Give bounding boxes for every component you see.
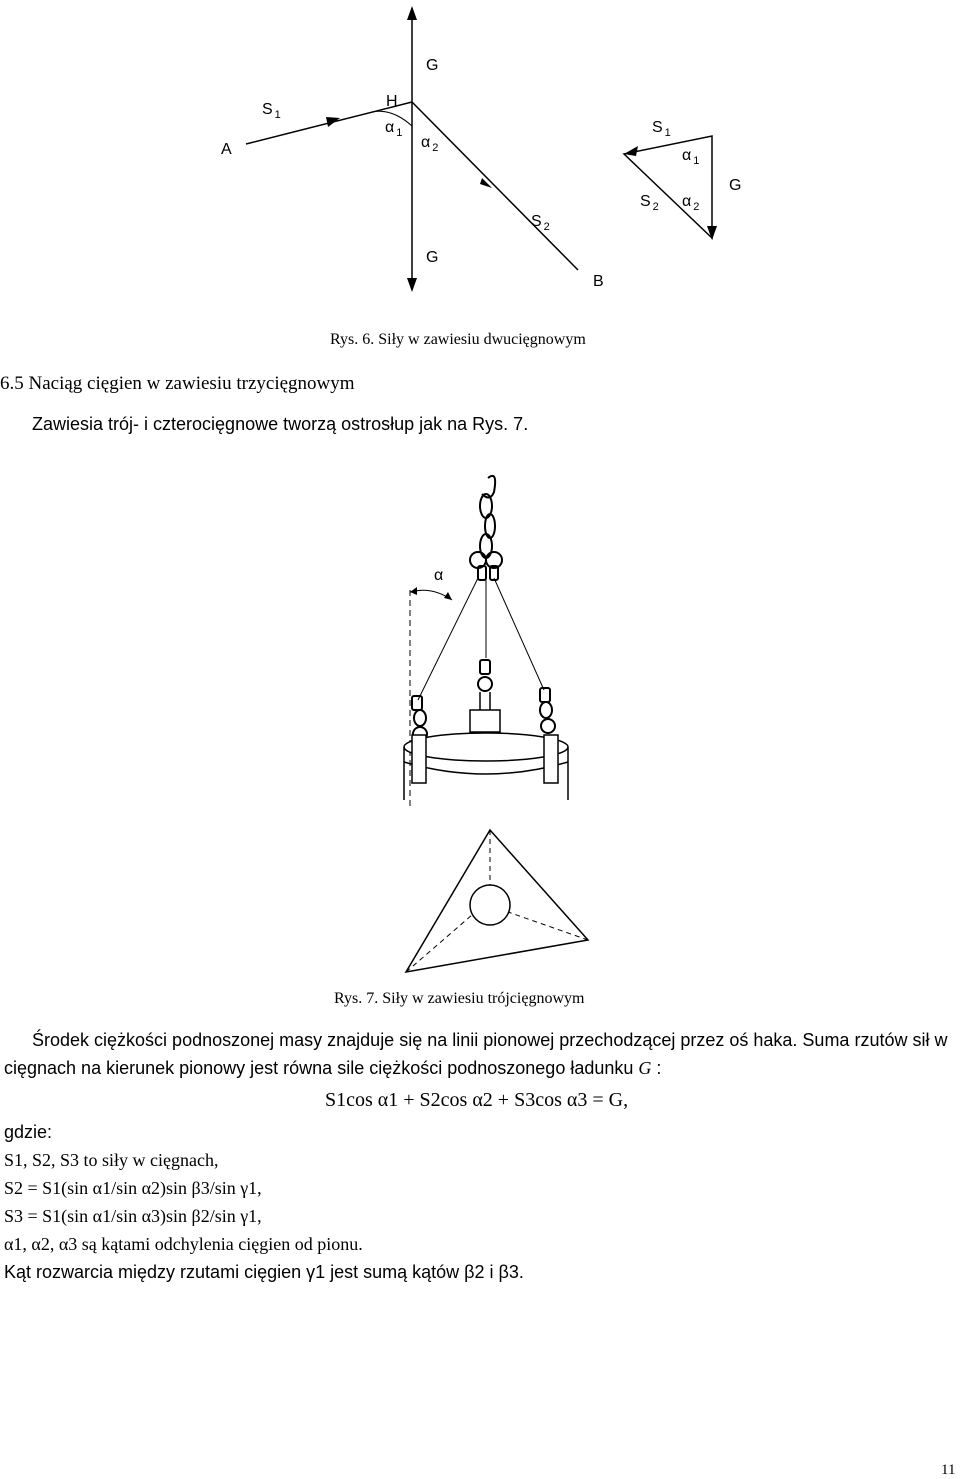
triangle-label-alpha1: α $_1$ (682, 147, 700, 167)
equation-main: S1cos α1 + S2cos α2 + S3cos α3 = G, (325, 1089, 629, 1111)
triangle-label-alpha2: α $_2$ (682, 193, 700, 213)
center-bracket (470, 710, 500, 732)
definition-line-2: S2 = S1(sin α1/sin α2)sin β3/sin γ1, (4, 1178, 262, 1198)
definition-line-1: S1, S2, S3 to siły w cięgnach, (4, 1150, 219, 1170)
paragraph-1-symbol: G (638, 1058, 652, 1078)
paragraph-1 (4, 1026, 960, 1082)
definition-line-3: S3 = S1(sin α1/sin α3)sin β2/sin γ1, (4, 1206, 262, 1226)
definition-line-5: Kąt rozwarcia między rzutami cięgien γ1 jest sumą kątów β2 i β3. (4, 1262, 524, 1282)
alpha-arc-arrow-left (410, 587, 417, 595)
paragraph-1-text: Środek ciężkości podnoszonej masy znajduje się na linii pionowej przechodzącej przez oś haka. Suma rzutów sił w cięgnach na kierunek pionowy jest równa sile ciężkości podnoszonego ładunku (4, 1030, 948, 1078)
plan-view-triangle (406, 830, 588, 972)
label-S2: S $_2$ (531, 213, 550, 233)
figure-7-caption: Rys. 7. Siły w zawiesiu trójcięgnowym (334, 990, 585, 1007)
label-alpha1: α $_1$ (385, 119, 403, 139)
rope-right (494, 578, 544, 690)
label-alpha2: α $_2$ (421, 134, 439, 154)
label-S1: S $_1$ (262, 101, 281, 121)
triangle-label-S2: S $_2$ (640, 193, 659, 213)
definition-line-4: α1, α2, α3 są kątami odchylenia cięgien od pionu. (4, 1234, 363, 1254)
label-G-bottom: G (426, 249, 439, 266)
page-number: 11 (941, 1462, 956, 1478)
triangle-label-G: G (729, 177, 742, 194)
alpha-label: α (434, 567, 444, 584)
label-A: A (221, 141, 232, 158)
label-G-top: G (426, 57, 439, 74)
drum-lug-right (544, 735, 558, 783)
section-intro: Zawiesia trój- i czterocięgnowe tworzą ostrosłup jak na Rys. 7. (32, 414, 529, 434)
plan-view-circle (470, 885, 510, 925)
hook-and-chain (470, 476, 502, 580)
gdzie-label: gdzie: (4, 1122, 53, 1142)
figure-6-caption: Rys. 6. Siły w zawiesiu dwucięgnowym (330, 331, 586, 348)
triangle-label-S1: S $_1$ (652, 119, 671, 139)
paragraph-1-end: : (651, 1058, 662, 1078)
rope-end-hooks (412, 660, 555, 741)
drum-lug-left (412, 735, 426, 783)
label-B: B (593, 273, 604, 290)
label-H: H (386, 93, 398, 110)
section-heading: 6.5 Naciąg cięgien w zawiesiu trzycięgnowym (0, 373, 355, 394)
